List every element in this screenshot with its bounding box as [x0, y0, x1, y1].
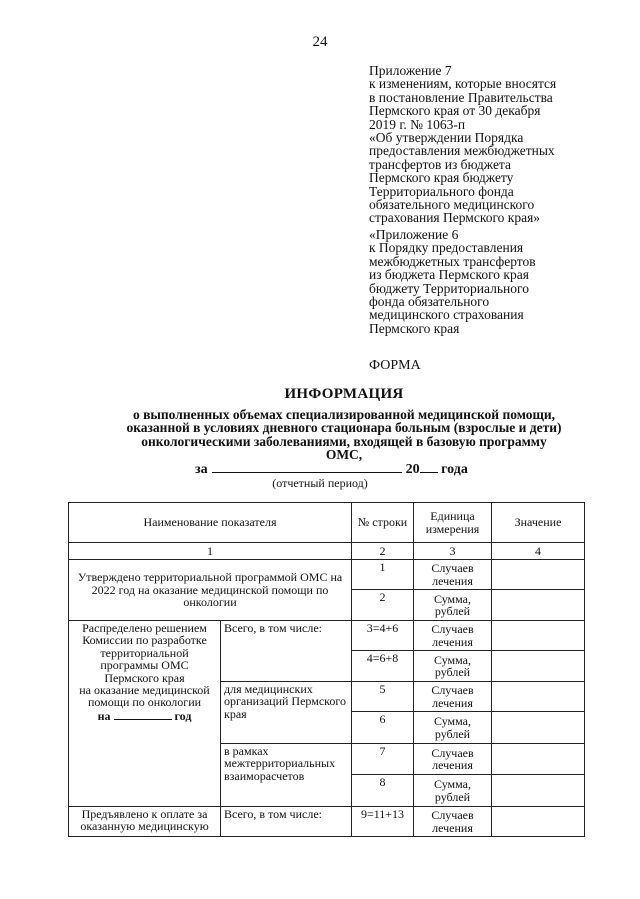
row-number: 1 [352, 560, 414, 590]
value-cell[interactable] [492, 682, 585, 712]
period-prefix: за [195, 462, 208, 477]
row-number: 9=11+13 [352, 807, 414, 837]
group-label: для медицинских организаций Пермского края [221, 682, 352, 744]
row-number: 7 [352, 744, 414, 775]
appendix-line: бюджету Территориального [369, 280, 529, 296]
appendix-line: Пермского края [369, 320, 460, 336]
row-number: 6 [352, 712, 414, 744]
group-label: Всего, в том числе: [221, 807, 352, 837]
header-unit: Единица измерения [414, 503, 492, 543]
subtitle-line: онкологическими заболеваниями, входящей в базовую программу [141, 433, 547, 449]
row-unit: Случаев лечения [414, 744, 492, 775]
appendix-line: обязательного медицинского [369, 197, 535, 213]
row-unit: Случаев лечения [414, 807, 492, 837]
header-name: Наименование показателя [69, 503, 352, 543]
page-number: 24 [312, 34, 328, 50]
presented-label: Предъявлено к оплате за оказанную медицинскую [69, 807, 221, 837]
col-number: 1 [69, 543, 352, 560]
appendix-line: межбюджетных трансфертов [369, 253, 536, 269]
subtitle-line: о выполненных объемах специализированной медицинской помощи, [132, 407, 556, 422]
label-on: на [97, 708, 111, 723]
appendix-line: к Порядку предоставления [369, 240, 524, 256]
form-label: ФОРМА [369, 358, 421, 373]
row-unit: Случаев лечения [414, 560, 492, 590]
row-unit: Сумма, рублей [414, 651, 492, 682]
appendix-line: в постановление Правительства [369, 89, 553, 105]
subtitle-line: ОМС, [325, 447, 363, 463]
period-caption: (отчетный период) [272, 476, 368, 490]
year-blank[interactable] [114, 709, 172, 720]
row-number: 8 [352, 775, 414, 807]
col-number: 4 [492, 543, 585, 560]
approved-label: Утверждено территориальной программой ОМС на 2022 год на оказание медицинской помощи по онкологии [69, 560, 352, 621]
value-cell[interactable] [492, 560, 585, 590]
header-value: Значение [492, 503, 585, 543]
row-number: 2 [352, 590, 414, 621]
distributed-label [69, 621, 221, 807]
document-subtitle [100, 408, 588, 462]
appendix-7-block [369, 64, 609, 225]
label-line: территориальной [100, 645, 189, 660]
header-row-no: № строки [352, 503, 414, 543]
appendix-line: к изменениям, которые вносятся [369, 76, 557, 92]
row-number: 3=4+6 [352, 621, 414, 651]
appendix-line: «Об утверждении Порядка [369, 130, 524, 146]
value-cell[interactable] [492, 807, 585, 837]
row-number: 4=6+8 [352, 651, 414, 682]
label-year-line [72, 709, 217, 722]
period-blank[interactable] [212, 460, 402, 473]
value-cell[interactable] [492, 744, 585, 775]
label-line: программы ОМС [100, 658, 189, 673]
period-suffix: года [441, 462, 468, 477]
col-number: 2 [352, 543, 414, 560]
row-unit: Случаев лечения [414, 621, 492, 651]
appendix-line: фонда обязательного [369, 294, 490, 310]
appendix-line: медицинского страхования [369, 307, 524, 323]
appendix-line: страхования Пермского края» [369, 210, 541, 226]
value-cell[interactable] [492, 590, 585, 621]
row-unit: Случаев лечения [414, 682, 492, 712]
period-year-prefix: 20 [405, 462, 420, 477]
appendix-line: Территориального фонда [369, 183, 514, 199]
value-cell[interactable] [492, 621, 585, 651]
row-unit: Сумма, рублей [414, 775, 492, 807]
value-cell[interactable] [492, 775, 585, 807]
row-unit: Сумма, рублей [414, 590, 492, 621]
appendix-line: Приложение 7 [369, 63, 452, 78]
group-label: Всего, в том числе: [221, 621, 352, 682]
label-line: помощи по онкологии [87, 695, 202, 710]
row-number: 5 [352, 682, 414, 712]
document-title: ИНФОРМАЦИЯ [284, 386, 404, 402]
appendix-line: из бюджета Пермского края [369, 267, 529, 283]
appendix-line: трансфертов из бюджета [369, 156, 511, 172]
label-line: Пермского края [104, 670, 185, 685]
group-label: в рамках межтерриториальных взаиморасчетов [221, 744, 352, 807]
row-unit: Сумма, рублей [414, 712, 492, 744]
label-line: на оказание медицинской [79, 683, 210, 698]
appendix-line: предоставления межбюджетных [369, 143, 555, 159]
subtitle-line: оказанной в условиях дневного стационара больным (взрослые и дети) [126, 420, 562, 436]
appendix-line: Пермского края от 30 декабря [369, 103, 541, 119]
label-line: Комиссии по разработке [82, 633, 207, 648]
appendix-line: 2019 г. № 1063-п [369, 116, 466, 132]
label-line: Распределено решением [82, 621, 207, 635]
value-cell[interactable] [492, 651, 585, 682]
appendix-line: Пермского края бюджету [369, 170, 514, 186]
label-year: год [174, 708, 192, 723]
value-cell[interactable] [492, 712, 585, 744]
appendix-line: «Приложение 6 [369, 227, 459, 242]
report-table [68, 502, 585, 837]
appendix-6-block [369, 228, 609, 335]
col-number: 3 [414, 543, 492, 560]
period-year-blank[interactable] [420, 460, 438, 473]
